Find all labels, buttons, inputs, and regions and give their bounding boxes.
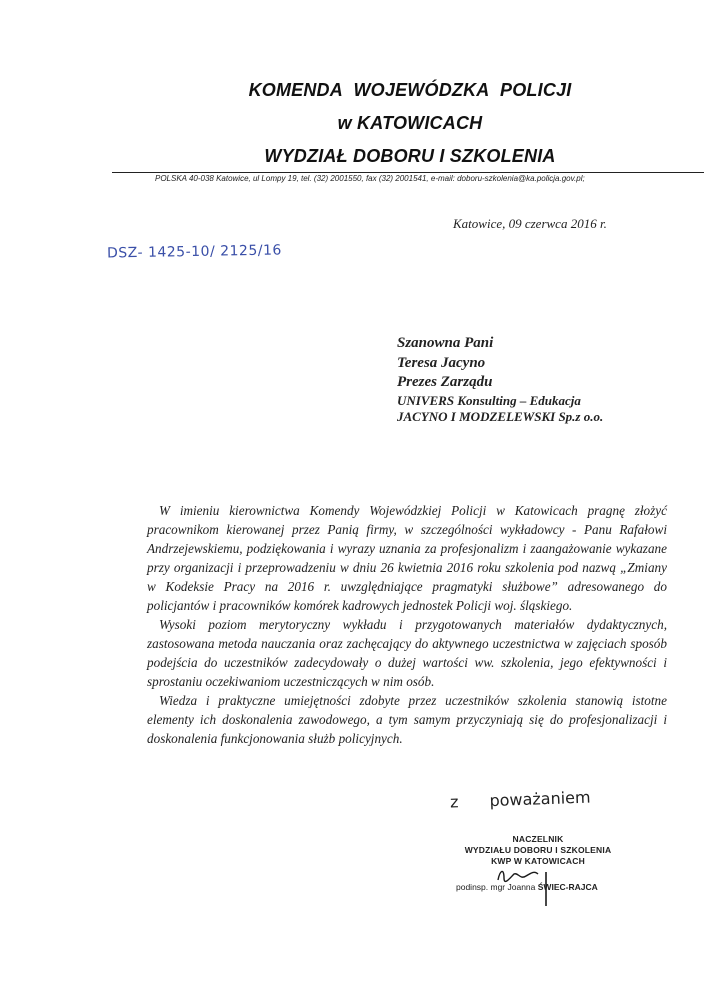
body-paragraph-3: Wiedza i praktyczne umiejętności zdobyte przez uczestników szkolenia stanowią istotne elementy ich doskonalenia zawodowego, a tym samym przyczyniają się do profesjonalizacji i doskonalenia funkcjonowania służb policyjnych. xyxy=(147,693,667,746)
letterhead-divider xyxy=(112,172,704,173)
closing-prefix: z xyxy=(449,792,459,812)
handwritten-reference-number: DSZ- 1425-10/ 2125/16 xyxy=(106,242,282,262)
recipient-name: Teresa Jacyno xyxy=(397,354,486,371)
stamp-line-1: NACZELNIK xyxy=(512,834,564,844)
body-paragraph-1: W imieniu kierownictwa Komendy Wojewódzkiej Policji w Katowicach pragnę złożyć pracownikom kierowanej przez Panią firmy, w szczególności wykładowcy - Panu Rafałowi Andrzejewskiemu, podziękowania i wyrazy uznania za profesjonalizm i zaangażowanie wykazane przy organizacji i przeprowadzeniu w dniu 26 kwietnia 2016 roku szkolenia pod nazwą „Zmiany w Kodeksie Pracy na 2016 r. uwzględniające pragmatyki służbowe” adresowanego do policjantów i pracowników komórek kadrowych jednostek Policji woj. śląskiego. xyxy=(147,503,667,613)
letterhead-address: POLSKA 40-038 Katowice, ul Lompy 19, tel. (32) 2001550, fax (32) 2001541, e-mail: doboru-szkolenia@ka.policja.gov.pl; xyxy=(155,174,585,183)
recipient-company-2: JACYNO I MODZELEWSKI Sp.z o.o. xyxy=(397,409,604,425)
letterhead-line-1: KOMENDA WOJEWÓDZKA POLICJI xyxy=(248,80,572,100)
recipient-company-1: UNIVERS Konsulting – Edukacja xyxy=(397,392,581,408)
closing-word: poważaniem xyxy=(489,787,591,811)
body-paragraph-2: Wysoki poziom merytoryczny wykładu i przygotowanych materiałów dydaktycznych, zastosowana metoda nauczania oraz zachęcający do aktywnego uczestnictwa w zajęciach sposób podejścia do uczestników zadecydowały o dużej wartości ww. szkolenia, jego efektywności i sprostaniu oczekiwaniom uczestniczących w nim osób. xyxy=(147,617,667,689)
handwritten-closing xyxy=(450,788,591,812)
letterhead-line-2: w KATOWICACH xyxy=(337,113,483,133)
stamp-line-3: KWP W KATOWICACH xyxy=(491,856,585,866)
signatory-prefix: podinsp. mgr Joanna xyxy=(456,882,536,892)
recipient-block xyxy=(397,334,603,426)
signatory-name xyxy=(456,882,598,892)
letter-date: Katowice, 09 czerwca 2016 r. xyxy=(453,216,607,231)
stamp-line-2: WYDZIAŁU DOBORU I SZKOLENIA xyxy=(464,845,612,855)
recipient-title: Prezes Zarządu xyxy=(397,374,493,390)
recipient-salutation: Szanowna Pani xyxy=(397,335,494,351)
signatory-surname: ŚWIEC-RAJCA xyxy=(537,882,598,892)
letterhead-line-3: WYDZIAŁ DOBORU I SZKOLENIA xyxy=(264,146,556,166)
letter-body xyxy=(147,501,667,748)
